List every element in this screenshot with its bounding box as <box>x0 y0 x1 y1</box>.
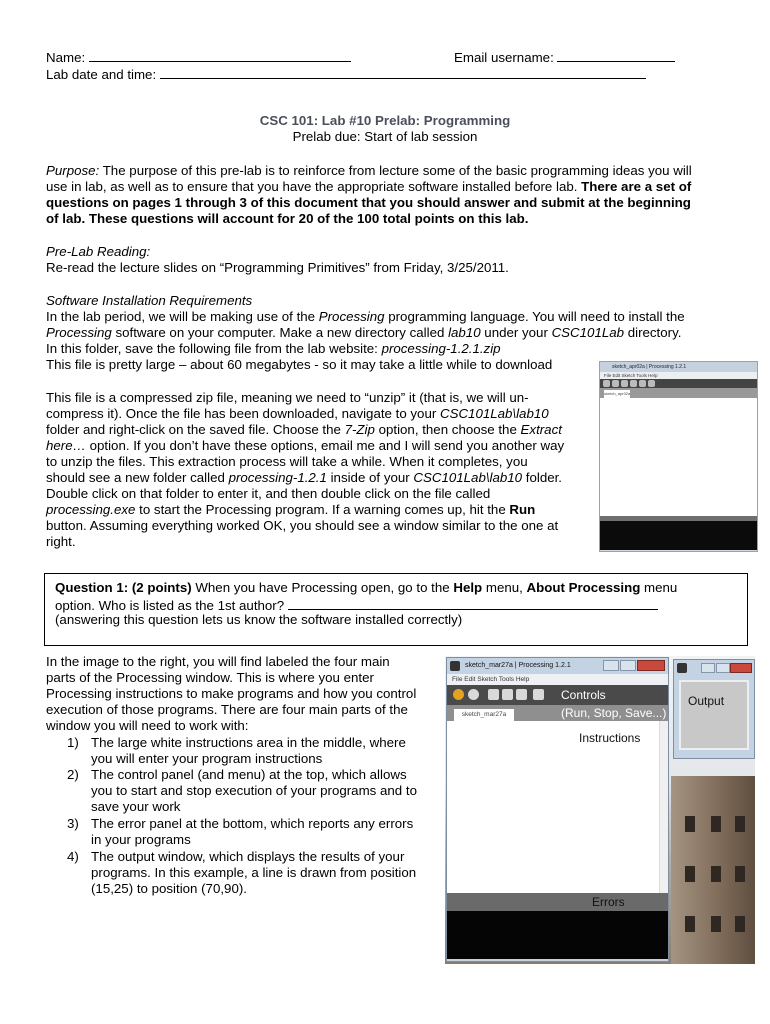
list-item: in your programs <box>91 832 191 847</box>
stop-icon <box>468 689 479 700</box>
install-heading-text: Software Installation Requirements <box>46 293 253 308</box>
purpose-line-1 <box>46 163 692 179</box>
t: About Processing <box>526 580 641 595</box>
list-item: The error panel at the bottom, which reports any errors <box>91 816 414 831</box>
t: processing-1.2.1 <box>228 470 327 485</box>
output-window <box>673 659 755 759</box>
output-label: Output <box>688 694 725 708</box>
install-para-5: to unzip the files. This extraction process will take a while. When it completes, you <box>46 454 528 469</box>
install-heading <box>46 293 252 309</box>
t: programming language. You will need to install the <box>384 309 685 324</box>
run-icon <box>603 380 610 387</box>
purpose-bold-2: There are a set of <box>581 179 692 194</box>
reading-heading-text: Pre-Lab Reading: <box>46 244 151 259</box>
lab-date-blank[interactable] <box>160 65 646 79</box>
open-icon <box>502 689 513 700</box>
run-icon <box>453 689 464 700</box>
t: lab10 <box>448 325 481 340</box>
lab-date-line <box>46 65 646 83</box>
list-item: you to start and stop execution of your programs and to <box>91 783 417 798</box>
new-icon <box>488 689 499 700</box>
t: processing.exe <box>46 502 136 517</box>
t: Processing <box>318 309 385 324</box>
install-line-4: This file is pretty large – about 60 megabytes - so it may take a little while to download <box>46 357 553 372</box>
install-line-2 <box>46 325 681 341</box>
zip-filename: processing-1.2.1.zip <box>381 341 501 356</box>
purpose-heading: Purpose: <box>46 163 100 178</box>
list-item: save your work <box>91 799 181 814</box>
controls-sub-label: (Run, Stop, Save...) <box>561 706 667 720</box>
controls-label: Controls <box>561 688 606 702</box>
output-canvas <box>679 680 749 750</box>
name-label: Name: <box>46 50 86 65</box>
reading-heading <box>46 244 150 260</box>
t: In the lab period, we will be making use of the <box>46 309 319 324</box>
email-line <box>454 48 675 66</box>
install-para-7: Double click on that folder to enter it, and then double click on the file called <box>46 486 491 501</box>
t: CSC101Lab\lab10 <box>439 406 549 421</box>
t: Run <box>509 502 536 517</box>
parts-line-2: parts of the Processing window. This is where you enter <box>46 670 374 685</box>
window-title: sketch_mar27a | Processing 1.2.1 <box>465 662 571 669</box>
parts-line-1: In the image to the right, you will find labeled the four main <box>46 654 390 669</box>
page-title: CSC 101: Lab #10 Prelab: Programming <box>259 113 511 128</box>
maximize-icon <box>716 663 730 673</box>
error-console <box>447 911 668 959</box>
t: folder and right-click on the saved file. Choose the <box>46 422 345 437</box>
purpose-line-4 <box>46 211 528 227</box>
install-para-6 <box>46 470 562 486</box>
list-item: The large white instructions area in the middle, where <box>91 735 406 750</box>
instructions-label: Instructions <box>579 731 641 745</box>
processing-main-window <box>446 657 669 962</box>
list-item: The control panel (and menu) at the top, which allows <box>91 767 407 782</box>
t: CSC101Lab\lab10 <box>413 470 523 485</box>
building-window <box>735 916 745 932</box>
close-icon <box>637 660 665 671</box>
t: to start the Processing program. If a warning comes up, hit the <box>135 502 510 517</box>
mini-tabs <box>600 388 757 398</box>
t: option, then choose the <box>374 422 521 437</box>
email-blank[interactable] <box>557 48 675 62</box>
install-para-9: button. Assuming everything worked OK, you should see a window similar to the one at <box>46 518 559 533</box>
labeled-processing-screenshot <box>445 656 755 964</box>
list-item-num: 1) <box>67 735 79 750</box>
email-label: Email username: <box>454 50 554 65</box>
purpose-text-2: use in lab, as well as to ensure that you have the appropriate software installed before lab. <box>46 179 582 194</box>
mini-toolbar <box>600 379 757 388</box>
tab-row <box>447 705 668 721</box>
t: folder. <box>522 470 562 485</box>
close-icon <box>730 663 752 673</box>
page-subtitle: Prelab due: Start of lab session <box>292 129 478 144</box>
building-window <box>685 866 695 882</box>
mini-tab: sketch_apr02a <box>604 391 631 396</box>
maximize-icon <box>620 660 636 671</box>
window-titlebar <box>447 658 668 674</box>
t: menu <box>640 580 678 595</box>
processing-icon <box>450 661 460 671</box>
purpose-line-2 <box>46 179 691 195</box>
mini-editor <box>600 398 757 516</box>
t: should see a new folder called <box>46 470 229 485</box>
building-window <box>685 916 695 932</box>
background-building <box>671 776 755 964</box>
purpose-bold-3: questions on pages 1 through 3 of this document that you should answer and submit at the beginning <box>46 195 691 210</box>
parts-line-4: execution of those programs. There are four main parts of the <box>46 702 408 717</box>
t: option. If you don’t have these options, email me and I will send you another way <box>85 438 565 453</box>
t: 7-Zip <box>344 422 375 437</box>
question-1-line-1 <box>55 580 677 596</box>
reading-line-1: Re-read the lecture slides on “Programming Primitives” from Friday, 3/25/2011. <box>46 260 509 275</box>
t: under your <box>480 325 552 340</box>
minimize-icon <box>603 660 619 671</box>
minimize-icon <box>701 663 715 673</box>
editor-scrollbar <box>659 721 668 893</box>
stop-icon <box>612 380 619 387</box>
list-item-num: 4) <box>67 849 79 864</box>
mini-menu: File Edit Sketch Tools Help <box>600 372 757 379</box>
t: option. Who is listed as the 1st author? <box>55 598 285 613</box>
install-para-8 <box>46 502 535 518</box>
t: Extract <box>520 422 562 437</box>
install-para-3 <box>46 422 562 438</box>
purpose-line-3 <box>46 195 691 211</box>
list-item-num: 3) <box>67 816 79 831</box>
name-line <box>46 48 351 66</box>
instructions-area <box>447 721 668 893</box>
list-item: The output window, which displays the results of your <box>91 849 405 864</box>
t: software on your computer. Make a new directory called <box>111 325 449 340</box>
install-para-10: right. <box>46 534 76 549</box>
t: In this folder, save the following file from the lab website: <box>46 341 382 356</box>
t: Help <box>453 580 483 595</box>
mini-title: sketch_apr02a | Processing 1.2.1 <box>600 362 757 372</box>
building-window <box>711 916 721 932</box>
t: When you have Processing open, go to the <box>191 580 454 595</box>
list-item: programs. In this example, a line is drawn from position <box>91 865 417 880</box>
list-item: (15,25) to position (70,90). <box>91 881 247 896</box>
install-para-2 <box>46 406 549 422</box>
building-window <box>735 866 745 882</box>
t: directory. <box>624 325 682 340</box>
processing-window-thumbnail <box>599 361 758 552</box>
install-para-1: This file is a compressed zip file, meaning we need to “unzip” it (that is, we will un- <box>46 390 529 405</box>
export-icon <box>648 380 655 387</box>
list-item-num: 2) <box>67 767 79 782</box>
t: menu, <box>482 580 527 595</box>
question-1-label: Question 1: (2 points) <box>55 580 192 595</box>
error-bar <box>447 893 668 911</box>
list-item: you will enter your program instructions <box>91 751 323 766</box>
install-para-4 <box>46 438 564 454</box>
install-line-3 <box>46 341 501 357</box>
controls-toolbar <box>447 685 668 705</box>
author-answer-blank[interactable] <box>288 596 658 610</box>
t: CSC101Lab <box>551 325 625 340</box>
save-icon <box>516 689 527 700</box>
save-icon <box>639 380 646 387</box>
name-blank[interactable] <box>89 48 351 62</box>
lab-date-label: Lab date and time: <box>46 67 157 82</box>
purpose-text-1: The purpose of this pre-lab is to reinforce from lecture some of the basic programming ideas you will <box>99 163 692 178</box>
building-window <box>735 816 745 832</box>
building-window <box>711 816 721 832</box>
building-window <box>685 816 695 832</box>
errors-label: Errors <box>592 895 625 909</box>
install-line-1 <box>46 309 685 325</box>
purpose-bold-4: of lab. These questions will account for 20 of the 100 total points on this lab. <box>46 211 529 226</box>
sketch-tab: sketch_mar27a <box>454 709 514 721</box>
processing-icon <box>677 663 687 673</box>
open-icon <box>630 380 637 387</box>
building-window <box>711 866 721 882</box>
t: here… <box>46 438 86 453</box>
parts-line-3: Processing instructions to make programs and how you control <box>46 686 417 701</box>
parts-line-5: window you will need to work with: <box>46 718 249 733</box>
window-menubar: File Edit Sketch Tools Help <box>447 674 668 685</box>
export-icon <box>533 689 544 700</box>
t: inside of your <box>326 470 414 485</box>
t: compress it). Once the file has been downloaded, navigate to your <box>46 406 440 421</box>
mini-console <box>600 521 757 550</box>
t: Processing <box>46 325 112 340</box>
question-1-line-3: (answering this question lets us know the software installed correctly) <box>55 612 463 627</box>
new-icon <box>621 380 628 387</box>
